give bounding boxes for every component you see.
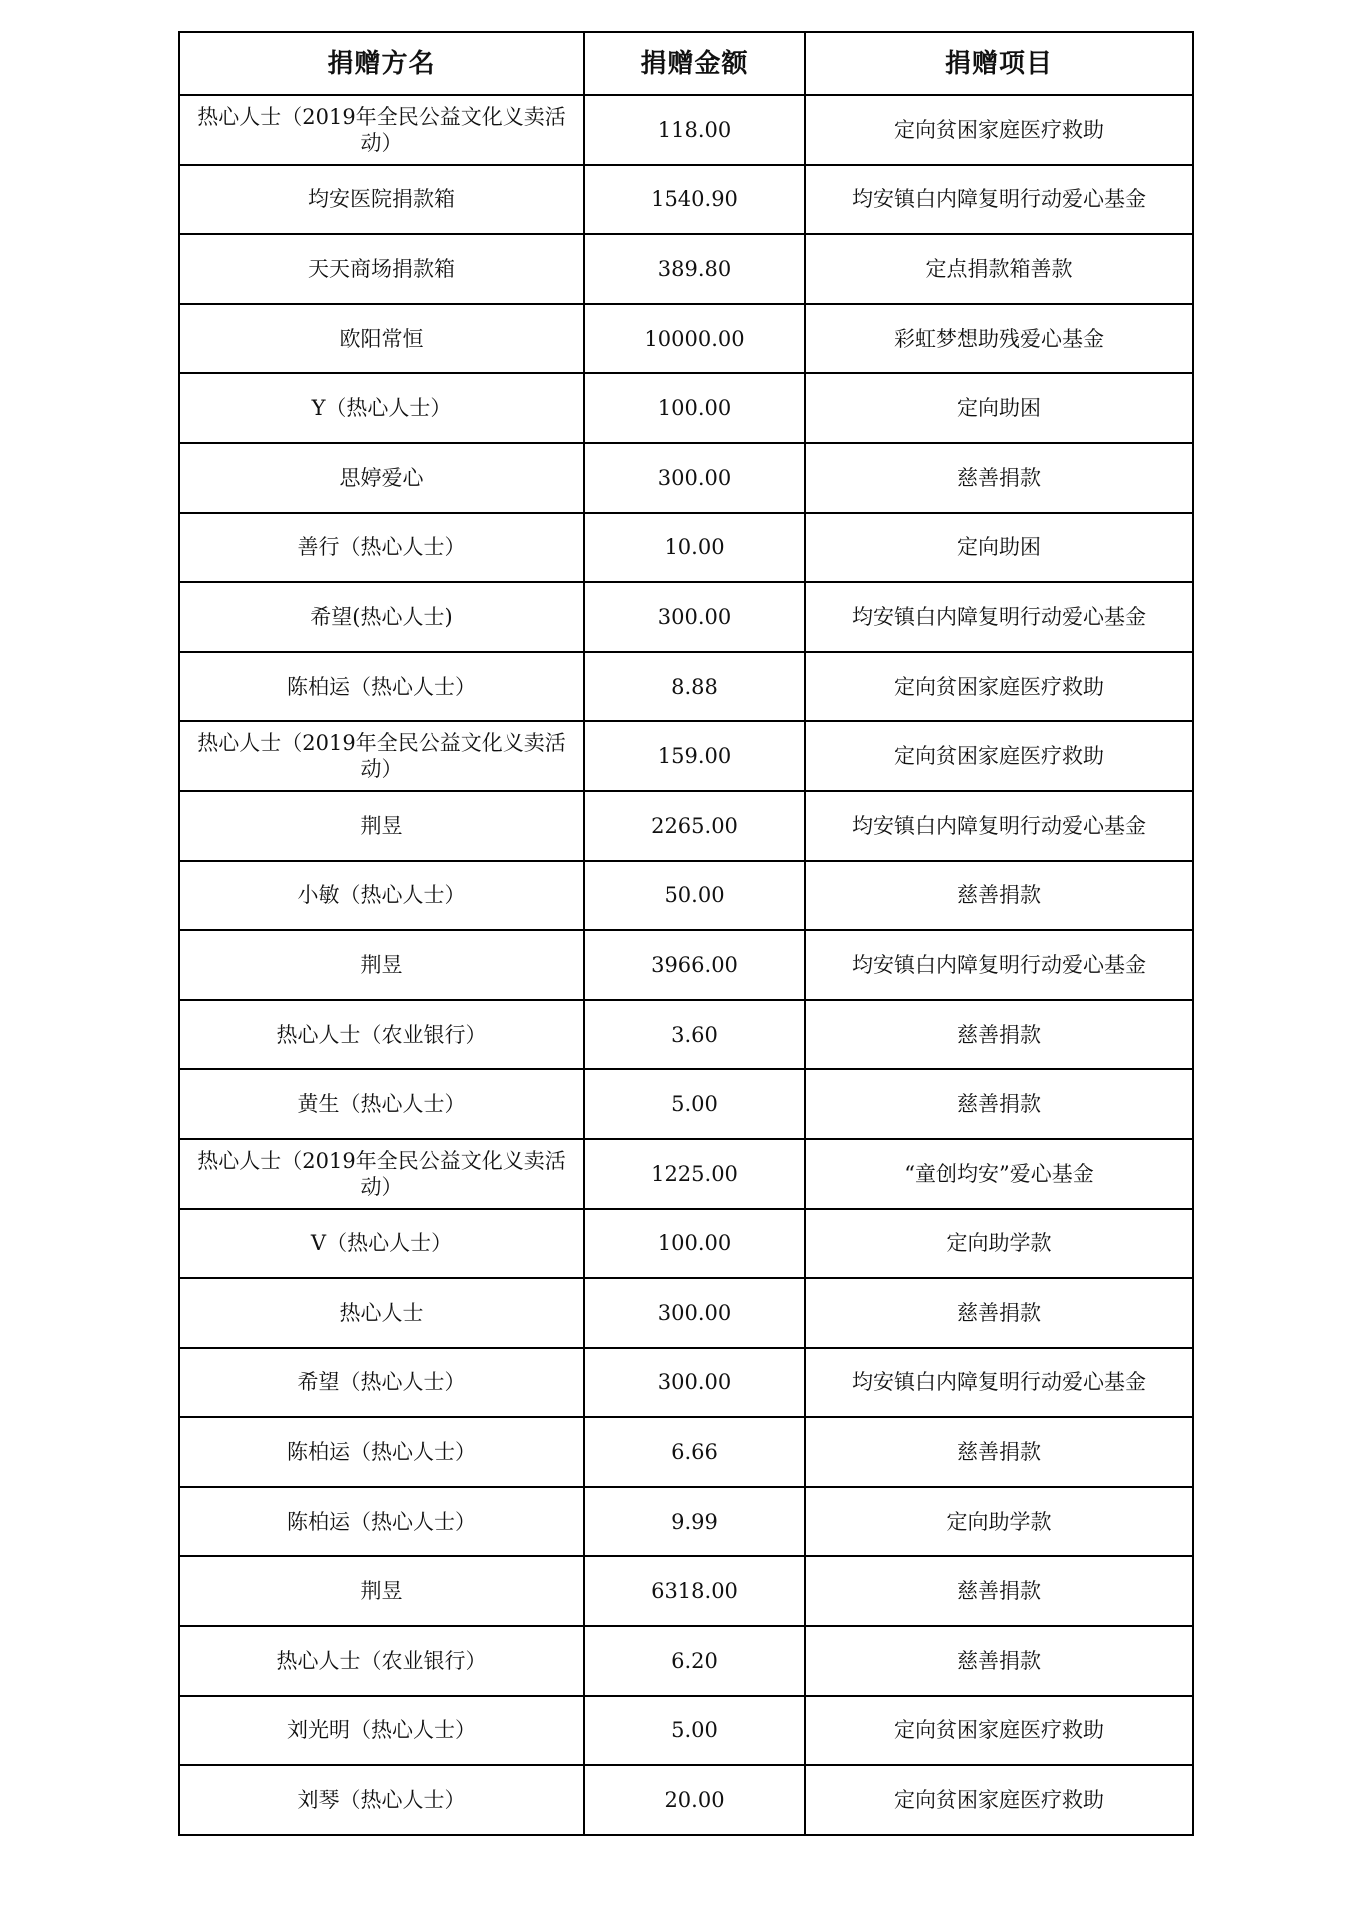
donation-project-cell: 定向贫困家庭医疗救助	[805, 1696, 1193, 1766]
donation-project-cell: “童创均安”爱心基金	[805, 1139, 1193, 1209]
table-row	[179, 861, 1193, 931]
donation-amount-cell: 5.00	[584, 1696, 805, 1766]
donation-project-cell: 均安镇白内障复明行动爱心基金	[805, 1348, 1193, 1418]
donor-name-cell: 刘光明（热心人士）	[179, 1696, 584, 1766]
donor-name-cell: 善行（热心人士）	[179, 513, 584, 583]
donor-name-cell: 希望（热心人士）	[179, 1348, 584, 1418]
table-row	[179, 652, 1193, 722]
donor-name-cell: 欧阳常恒	[179, 304, 584, 374]
donation-project-cell: 均安镇白内障复明行动爱心基金	[805, 930, 1193, 1000]
donation-project-cell: 慈善捐款	[805, 1417, 1193, 1487]
table-header-row	[179, 32, 1193, 95]
donor-name-cell: V（热心人士）	[179, 1209, 584, 1279]
donor-name-cell: 刘琴（热心人士）	[179, 1765, 584, 1835]
donation-amount-cell: 10.00	[584, 513, 805, 583]
table-row	[179, 95, 1193, 165]
donation-amount-cell: 159.00	[584, 721, 805, 791]
donation-amount-cell: 8.88	[584, 652, 805, 722]
donor-name-cell: 均安医院捐款箱	[179, 165, 584, 235]
donation-amount-cell: 300.00	[584, 1348, 805, 1418]
donor-name-cell: 陈柏运（热心人士）	[179, 652, 584, 722]
donation-project-cell: 均安镇白内障复明行动爱心基金	[805, 582, 1193, 652]
header-donation-amount: 捐赠金额	[584, 32, 805, 95]
donation-project-cell: 慈善捐款	[805, 1278, 1193, 1348]
donation-project-cell: 定向贫困家庭医疗救助	[805, 95, 1193, 165]
table-row	[179, 721, 1193, 791]
donation-amount-cell: 9.99	[584, 1487, 805, 1557]
table-row	[179, 1626, 1193, 1696]
donation-amount-cell: 6318.00	[584, 1556, 805, 1626]
donation-amount-cell: 1225.00	[584, 1139, 805, 1209]
donation-amount-cell: 20.00	[584, 1765, 805, 1835]
table-row	[179, 1556, 1193, 1626]
donation-amount-cell: 389.80	[584, 234, 805, 304]
donation-table	[178, 31, 1194, 1836]
donation-amount-cell: 100.00	[584, 373, 805, 443]
table-row	[179, 1348, 1193, 1418]
table-row	[179, 791, 1193, 861]
donor-name-cell: 热心人士（2019年全民公益文化义卖活动）	[179, 95, 584, 165]
table-row	[179, 1069, 1193, 1139]
donation-amount-cell: 5.00	[584, 1069, 805, 1139]
donation-project-cell: 定向助学款	[805, 1209, 1193, 1279]
donation-project-cell: 定向助困	[805, 373, 1193, 443]
donor-name-cell: 荆昱	[179, 930, 584, 1000]
table-row	[179, 1487, 1193, 1557]
donation-amount-cell: 6.20	[584, 1626, 805, 1696]
donor-name-cell: 荆昱	[179, 1556, 584, 1626]
donation-project-cell: 均安镇白内障复明行动爱心基金	[805, 165, 1193, 235]
donor-name-cell: 荆昱	[179, 791, 584, 861]
donation-amount-cell: 2265.00	[584, 791, 805, 861]
donor-name-cell: 希望(热心人士)	[179, 582, 584, 652]
donation-amount-cell: 6.66	[584, 1417, 805, 1487]
donation-project-cell: 定向贫困家庭医疗救助	[805, 1765, 1193, 1835]
donation-project-cell: 慈善捐款	[805, 1069, 1193, 1139]
donation-project-cell: 定向助学款	[805, 1487, 1193, 1557]
donation-project-cell: 慈善捐款	[805, 1556, 1193, 1626]
table-row	[179, 1278, 1193, 1348]
table-body	[179, 95, 1193, 1835]
donation-amount-cell: 300.00	[584, 443, 805, 513]
table-row	[179, 1696, 1193, 1766]
donation-amount-cell: 3966.00	[584, 930, 805, 1000]
donor-name-cell: 热心人士（农业银行）	[179, 1000, 584, 1070]
donation-amount-cell: 300.00	[584, 1278, 805, 1348]
donor-name-cell: 黄生（热心人士）	[179, 1069, 584, 1139]
donor-name-cell: 热心人士（2019年全民公益文化义卖活动）	[179, 721, 584, 791]
table-row	[179, 1209, 1193, 1279]
donation-amount-cell: 3.60	[584, 1000, 805, 1070]
donation-project-cell: 慈善捐款	[805, 1626, 1193, 1696]
donor-name-cell: 思婷爱心	[179, 443, 584, 513]
donation-project-cell: 慈善捐款	[805, 1000, 1193, 1070]
donor-name-cell: 热心人士（2019年全民公益文化义卖活动）	[179, 1139, 584, 1209]
donor-name-cell: 小敏（热心人士）	[179, 861, 584, 931]
donation-project-cell: 定点捐款箱善款	[805, 234, 1193, 304]
table-row	[179, 373, 1193, 443]
table-row	[179, 930, 1193, 1000]
donor-name-cell: 热心人士	[179, 1278, 584, 1348]
donor-name-cell: 天天商场捐款箱	[179, 234, 584, 304]
donation-amount-cell: 50.00	[584, 861, 805, 931]
table-row	[179, 443, 1193, 513]
header-donation-project: 捐赠项目	[805, 32, 1193, 95]
donor-name-cell: Y（热心人士）	[179, 373, 584, 443]
donor-name-cell: 热心人士（农业银行）	[179, 1626, 584, 1696]
donor-name-cell: 陈柏运（热心人士）	[179, 1487, 584, 1557]
donation-project-cell: 定向贫困家庭医疗救助	[805, 721, 1193, 791]
donation-project-cell: 彩虹梦想助残爱心基金	[805, 304, 1193, 374]
table-row	[179, 304, 1193, 374]
donation-project-cell: 慈善捐款	[805, 861, 1193, 931]
donation-amount-cell: 1540.90	[584, 165, 805, 235]
donation-project-cell: 慈善捐款	[805, 443, 1193, 513]
donor-name-cell: 陈柏运（热心人士）	[179, 1417, 584, 1487]
table-row	[179, 165, 1193, 235]
table-row	[179, 582, 1193, 652]
table-row	[179, 1765, 1193, 1835]
table-row	[179, 1139, 1193, 1209]
donation-amount-cell: 118.00	[584, 95, 805, 165]
header-donor-name: 捐赠方名	[179, 32, 584, 95]
donation-amount-cell: 300.00	[584, 582, 805, 652]
donation-project-cell: 均安镇白内障复明行动爱心基金	[805, 791, 1193, 861]
table-row	[179, 1417, 1193, 1487]
donation-amount-cell: 100.00	[584, 1209, 805, 1279]
table-row	[179, 1000, 1193, 1070]
donation-project-cell: 定向助困	[805, 513, 1193, 583]
donation-amount-cell: 10000.00	[584, 304, 805, 374]
donation-project-cell: 定向贫困家庭医疗救助	[805, 652, 1193, 722]
table-row	[179, 513, 1193, 583]
table-row	[179, 234, 1193, 304]
donation-sheet	[178, 31, 1192, 1836]
